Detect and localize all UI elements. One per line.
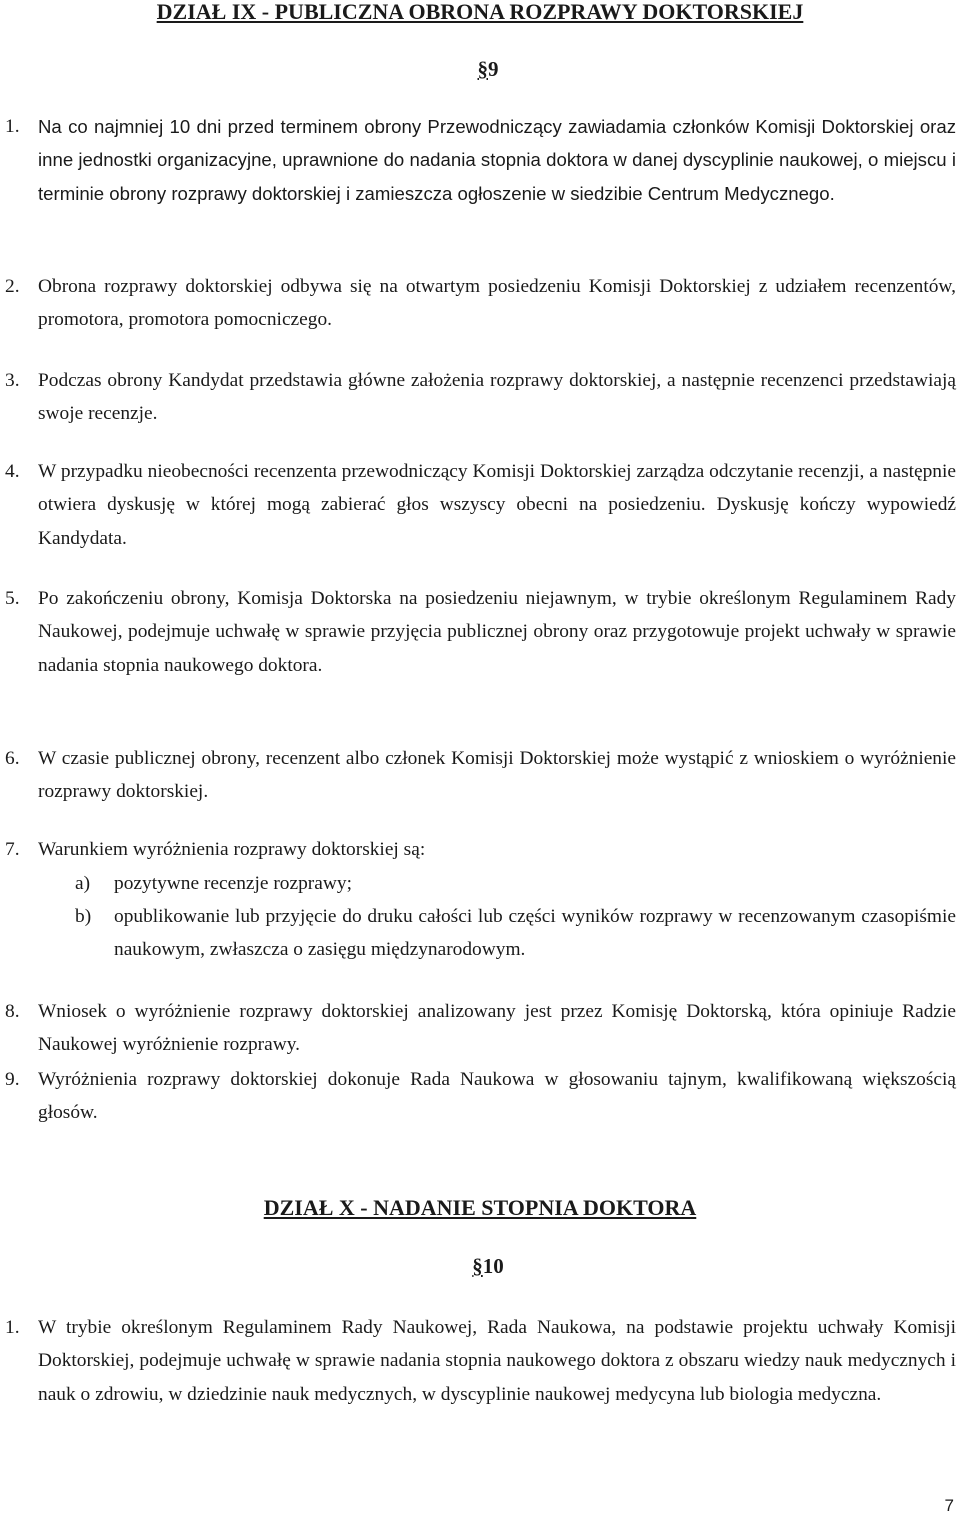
paragraph-number: 10 [482, 1254, 504, 1278]
item-text: Obrona rozprawy doktorskiej odbywa się na otwartym posiedzeniu Komisji Doktorskiej z udziałem recenzentów, promotora, promotora pomocniczego. [38, 276, 956, 331]
item-text: Wniosek o wyróżnienie rozprawy doktorskiej analizowany jest przez Komisję Doktorską, która opiniuje Radzie Naukowej wyróżnienie rozprawy. [38, 1001, 956, 1056]
item-text: W trybie określonym Regulaminem Rady Naukowej, Rada Naukowa, na podstawie projektu uchwały Komisji Doktorskiej, podejmuje uchwałę w sprawie nadania stopnia naukowego doktora z obszaru wiedzy nauk medycznych i nauk o zdrowiu, w dziedzinie nauk medycznych, w dyscyplinie naukowej medycyna lub biologia medyczna. [38, 1317, 956, 1405]
list-item [0, 742, 960, 809]
sub-list-item [0, 900, 960, 967]
section-heading-x: DZIAŁ X - NADANIE STOPNIA DOKTORA [263, 1195, 697, 1220]
item-number: 8. [5, 1001, 20, 1022]
paragraph-mark-10 [0, 1253, 960, 1279]
list-item [0, 1063, 960, 1130]
item-text: Na co najmniej 10 dni przed terminem obrony Przewodniczący zawiadamia członków Komisji Doktorskiej oraz inne jednostki organizacyjne, uprawnione do nadania stopnia doktora w danej dyscyplinie naukowej, o miejscu i terminie obrony rozprawy doktorskiej i zamieszcza ogłoszenie w siedzibie Centrum Medycznego. [38, 116, 956, 204]
item-number: 9. [5, 1069, 20, 1090]
paragraph-number: 9 [488, 57, 499, 81]
paragraph-mark-9 [0, 56, 960, 82]
list-item [0, 1311, 960, 1411]
sub-item-letter: a) [75, 873, 91, 894]
list-item [0, 833, 960, 866]
list-item [0, 110, 960, 210]
item-number: 3. [5, 370, 20, 391]
item-text: Podczas obrony Kandydat przedstawia główne założenia rozprawy doktorskiej, a następnie recenzenci przedstawiają swoje recenzje. [38, 370, 956, 425]
item-number: 7. [5, 839, 20, 860]
item-text: W czasie publicznej obrony, recenzent albo członek Komisji Doktorskiej może wystąpić z wnioskiem o wyróżnienie rozprawy doktorskiej. [38, 748, 956, 803]
item-number: 1. [5, 116, 20, 137]
sub-item-letter: b) [75, 906, 92, 927]
item-number: 2. [5, 276, 20, 297]
item-text: Warunkiem wyróżnienia rozprawy doktorskiej są: [38, 839, 426, 860]
section-heading-ix: DZIAŁ IX - PUBLICZNA OBRONA ROZPRAWY DOKTORSKIEJ [156, 0, 804, 24]
item-number: 4. [5, 461, 20, 482]
sub-item-text: opublikowanie lub przyjęcie do druku całości lub części wyników rozprawy w recenzowanym czasopiśmie naukowym, zwłaszcza o zasięgu międzynarodowym. [114, 906, 956, 961]
item-text: W przypadku nieobecności recenzenta przewodniczący Komisji Doktorskiej zarządza odczytanie recenzji, a następnie otwiera dyskusję w której mogą zabierać głos wszyscy obecni na posiedzeniu. Dyskusję kończy wypowiedź Kandydata. [38, 461, 956, 549]
list-item [0, 455, 960, 555]
paragraph-symbol: § [472, 1254, 483, 1278]
paragraph-symbol: § [477, 57, 488, 81]
page-number: 7 [944, 1496, 954, 1515]
list-item [0, 364, 960, 431]
item-text: Wyróżnienia rozprawy doktorskiej dokonuje Rada Naukowa w głosowaniu tajnym, kwalifikowaną większością głosów. [38, 1069, 956, 1124]
item-number: 1. [5, 1317, 20, 1338]
item-text: Po zakończeniu obrony, Komisja Doktorska na posiedzeniu niejawnym, w trybie określonym Regulaminem Rady Naukowej, podejmuje uchwałę w sprawie przyjęcia publicznej obrony oraz przygotowuje projekt uchwały w sprawie nadania stopnia naukowego doktora. [38, 588, 956, 676]
list-item [0, 582, 960, 682]
item-number: 6. [5, 748, 20, 769]
list-item [0, 270, 960, 337]
item-number: 5. [5, 588, 20, 609]
list-item [0, 995, 960, 1062]
sub-list-item [0, 867, 960, 900]
sub-item-text: pozytywne recenzje rozprawy; [114, 873, 352, 894]
